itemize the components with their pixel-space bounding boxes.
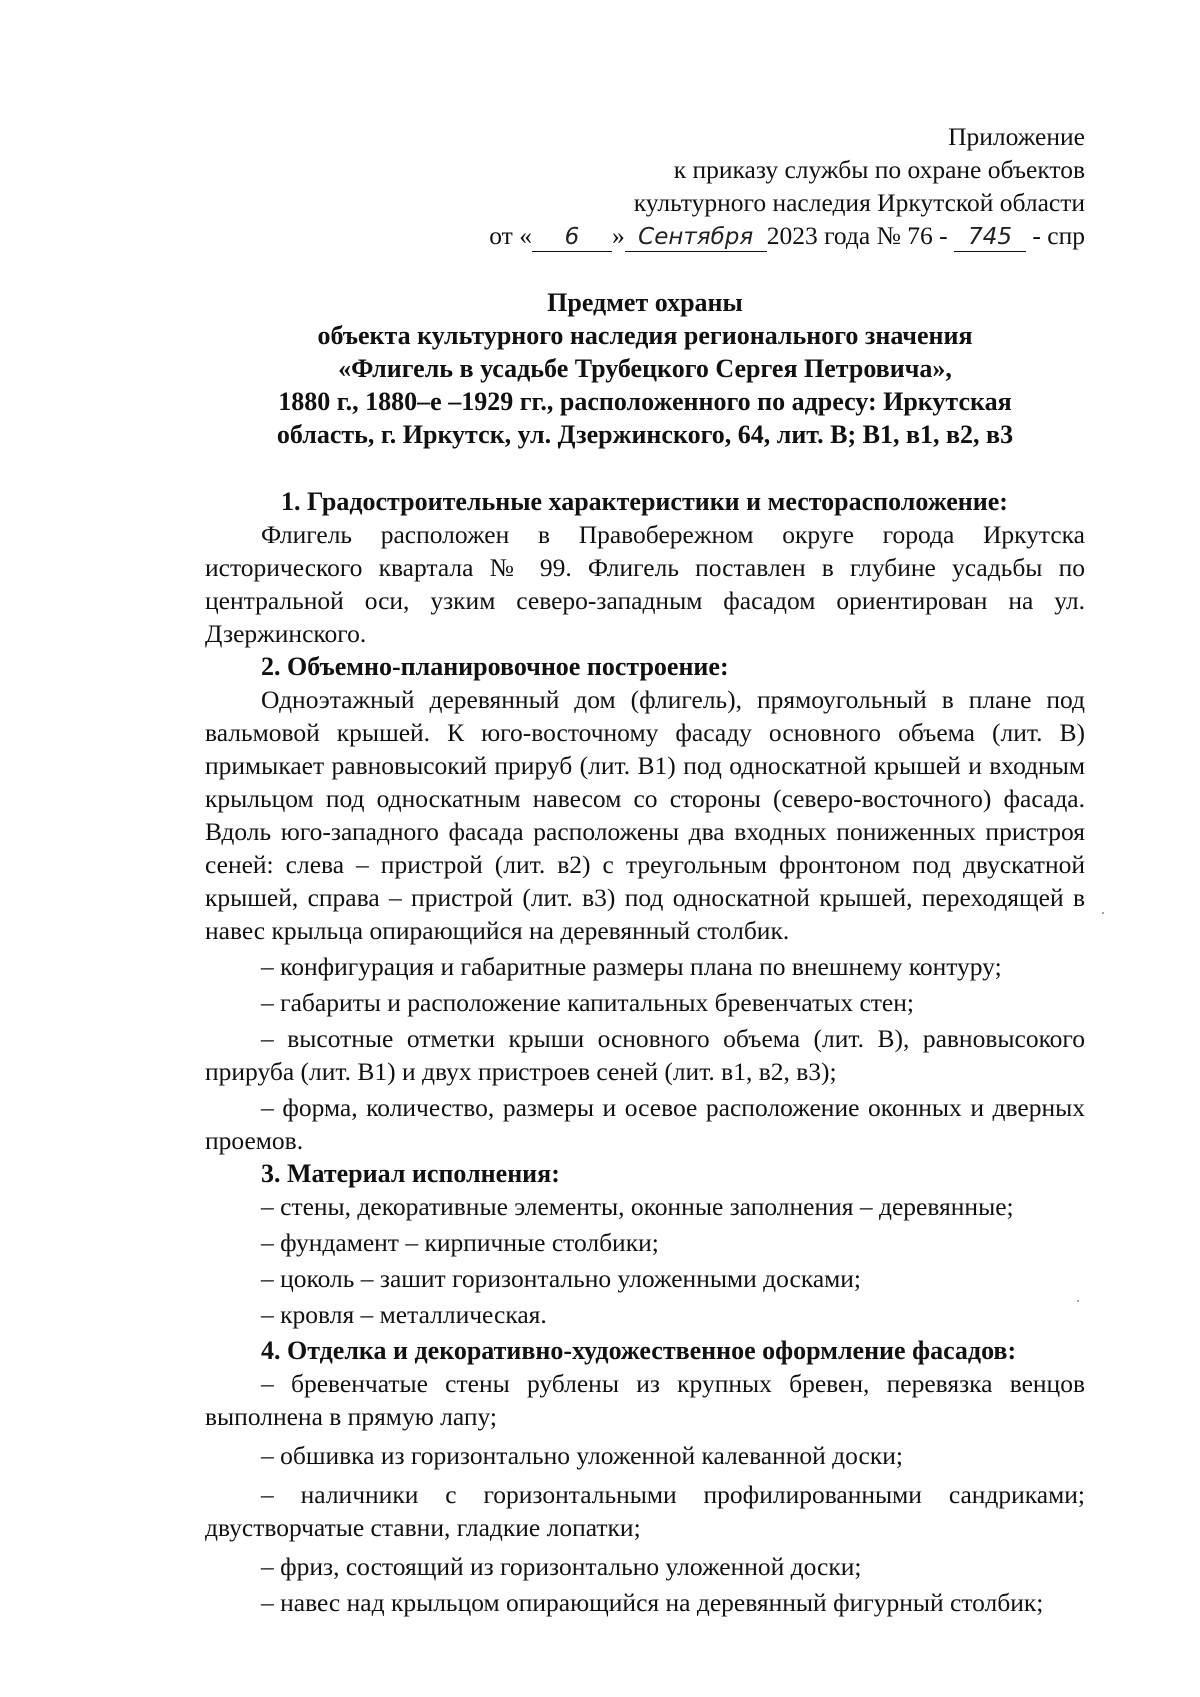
title-line-5: область, г. Иркутск, ул. Дзержинского, 64, лит. В; В1, в1, в2, в3 <box>276 420 1014 449</box>
title-line-1: Предмет охраны <box>547 288 743 317</box>
appendix-label: Приложение <box>948 122 1085 151</box>
document-page <box>205 120 1085 1619</box>
appendix-header <box>205 120 1085 252</box>
handwritten-order-number: 745 <box>954 223 1026 252</box>
section-2-item: – высотные отметки крыши основного объема (лит. В), равновысокого прируба (лит. В1) и двух пристроев сеней (лит. в1, в2, в3); <box>205 1024 1085 1086</box>
document-body <box>205 485 1085 1619</box>
section-2-text: Одноэтажный деревянный дом (флигель), прямоугольный в плане под вальмовой крышей. К юго-восточному фасаду основного объема (лит. В) примыкает равновысокий прируб (лит. В1) под односкатной крышей и входным крыльцом под односкатным навесом со стороны (северо-восточного) фасада. Вдоль юго-западного фасада расположены два входных пониженных пристроя сеней: слева – пристрой (лит. в2) с треугольным фронтоном под двускатной крышей, справа – пристрой (лит. в3) под односкатной крышей, переходящей в навес крыльца опирающийся на деревянный столбик. <box>205 685 1085 945</box>
title-line-4: 1880 г., 1880–е –1929 гг., расположенного по адресу: Иркутская <box>278 387 1012 416</box>
section-2-item: – форма, количество, размеры и осевое расположение оконных и дверных проемов. <box>205 1093 1085 1155</box>
title-line-3: «Флигель в усадьбе Трубецкого Сергея Петровича», <box>338 354 952 383</box>
title-line-2: объекта культурного наследия регионального значения <box>317 321 973 350</box>
section-1-heading: 1. Градостроительные характеристики и месторасположение: <box>281 487 1008 516</box>
section-4-heading: 4. Отделка и декоративно-художественное оформление фасадов: <box>261 1336 1017 1365</box>
handwritten-day: 6 <box>532 223 612 252</box>
section-4-item: – навес над крыльцом опирающийся на деревянный фигурный столбик; <box>261 1588 1044 1617</box>
section-4-item: – фриз, состоящий из горизонтально уложенной доски; <box>261 1552 862 1581</box>
scan-speck <box>1077 1300 1079 1302</box>
section-3-item: – фундамент – кирпичные столбики; <box>261 1228 659 1257</box>
appendix-authority: культурного наследия Иркутской области <box>633 188 1085 217</box>
order-year: 2023 года № 76 - <box>766 221 948 250</box>
order-date-number <box>205 219 1085 252</box>
section-1-text: Флигель расположен в Правобережном округе города Иркутска исторического квартала № 99. Флигель поставлен в глубине усадьбы по центральной оси, узким северо-западным фасадом ориентирован на ул. Дзержинского. <box>205 520 1085 648</box>
section-3-item: – кровля – металлическая. <box>261 1300 547 1329</box>
order-quote-close: » <box>611 221 625 250</box>
section-3-item: – стены, декоративные элементы, оконные заполнения – деревянные; <box>261 1192 1014 1221</box>
section-4-item: – бревенчатые стены рублены из крупных бревен, перевязка венцов выполнена в прямую лапу; <box>205 1369 1085 1431</box>
order-prefix: от « <box>489 221 532 250</box>
section-2-item: – конфигурация и габаритные размеры плана по внешнему контуру; <box>261 952 1002 981</box>
order-suffix: - спр <box>1032 221 1085 250</box>
handwritten-month: Сентября <box>625 223 767 252</box>
section-2-heading: 2. Объемно-планировочное построение: <box>261 652 729 681</box>
section-3-item: – цоколь – зашит горизонтально уложенными досками; <box>261 1264 862 1293</box>
section-4-item: – обшивка из горизонтально уложенной калеванной доски; <box>261 1441 903 1470</box>
appendix-order-ref: к приказу службы по охране объектов <box>673 155 1085 184</box>
section-3-heading: 3. Материал исполнения: <box>261 1159 560 1188</box>
section-4-item: – наличники с горизонтальными профилированными сандриками; двустворчатые ставни, гладкие лопатки; <box>205 1480 1085 1542</box>
section-2-item: – габариты и расположение капитальных бревенчатых стен; <box>261 988 914 1017</box>
document-title <box>205 286 1085 451</box>
scan-speck <box>1102 912 1104 914</box>
